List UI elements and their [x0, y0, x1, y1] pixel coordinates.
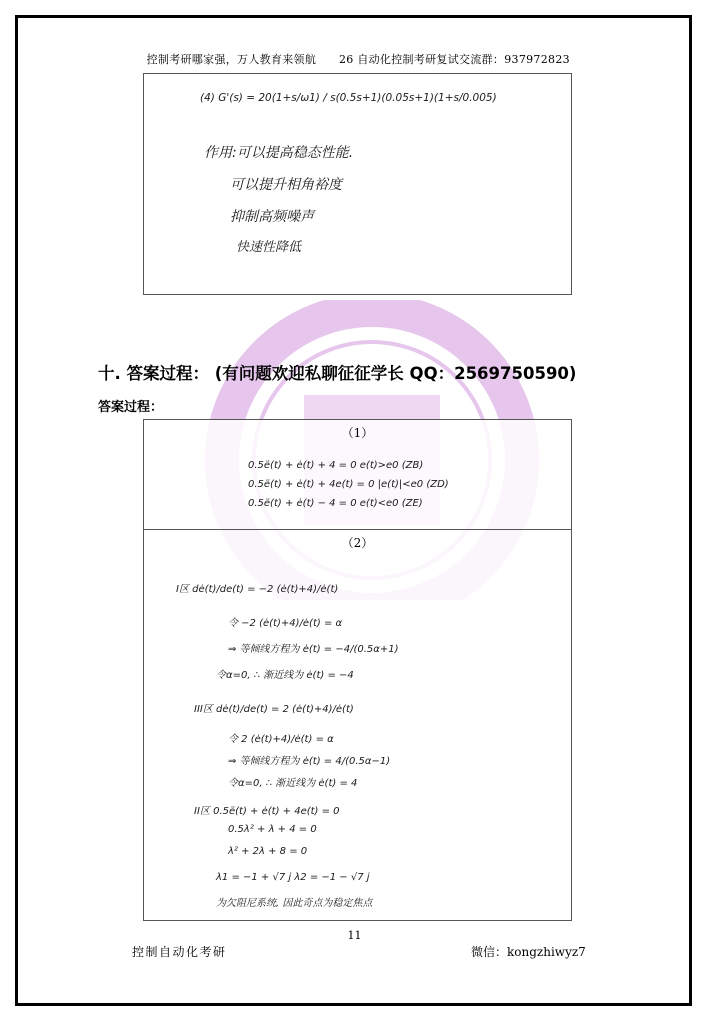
- cell-1-label: （1）: [341, 426, 374, 440]
- handwritten-equation: III区 dė(t)/de(t) = 2 (ė(t)+4)/ė(t): [194, 704, 354, 715]
- handwritten-equation: ⇒ 等倾线方程为 ė(t) = 4/(0.5α−1): [228, 756, 391, 767]
- handwritten-equation: 令α=0, ∴ 渐近线为 ė(t) = 4: [228, 778, 358, 789]
- footer-wechat: 微信：kongzhiwyz7: [471, 945, 586, 959]
- cell-2-label: （2）: [341, 536, 374, 550]
- handwritten-equation: 为欠阻尼系统, 因此奇点为稳定焦点: [216, 898, 373, 909]
- handwritten-equation: 令 2 (ė(t)+4)/ė(t) = α: [228, 734, 334, 745]
- page-header: [0, 38, 709, 67]
- scanned-answer-top: [143, 73, 572, 295]
- handwritten-line: 抑制高频噪声: [230, 209, 314, 225]
- handwritten-line: 作用:可以提高稳态性能.: [204, 145, 354, 161]
- handwritten-equation: 0.5ë(t) + ė(t) − 4 = 0 e(t)<e0 (ZE): [248, 498, 423, 509]
- page-number: 11: [347, 929, 362, 942]
- handwritten-line: (4) G'(s) = 20(1+s/ω1) / s(0.5s+1)(0.05s+1)(1+s/0.005): [200, 92, 497, 104]
- header-slogan: 控制考研哪家强，万人教育来领航: [146, 53, 317, 66]
- handwritten-line: 可以提升相角裕度: [230, 177, 342, 193]
- handwritten-equation: 令α=0, ∴ 渐近线为 ė(t) = −4: [216, 670, 354, 681]
- answer-process-label: 答案过程：: [98, 400, 164, 415]
- footer-left-text: 控制自动化考研: [132, 945, 227, 959]
- answer-cell-2: [143, 529, 572, 921]
- handwritten-equation: λ² + 2λ + 8 = 0: [228, 846, 308, 857]
- handwritten-equation: I区 dė(t)/de(t) = −2 (ė(t)+4)/ė(t): [176, 584, 339, 595]
- header-group-info: 26 自动化控制考研复试交流群：937972823: [338, 53, 570, 66]
- handwritten-equation: 0.5λ² + λ + 4 = 0: [228, 824, 317, 835]
- section-title: 十. 答案过程： (有问题欢迎私聊征征学长 QQ：2569750590): [98, 364, 577, 383]
- handwritten-equation: λ1 = −1 + √7 j λ2 = −1 − √7 j: [216, 872, 370, 883]
- handwritten-equation: 令 −2 (ė(t)+4)/ė(t) = α: [228, 618, 343, 629]
- handwritten-line: 快速性降低: [236, 240, 302, 255]
- handwritten-equation: II区 0.5ë(t) + ė(t) + 4e(t) = 0: [194, 806, 340, 817]
- handwritten-equation: ⇒ 等倾线方程为 ė(t) = −4/(0.5α+1): [228, 644, 399, 655]
- answer-cell-1: [143, 419, 572, 530]
- handwritten-equation: 0.5ë(t) + ė(t) + 4 = 0 e(t)>e0 (ZB): [248, 460, 424, 471]
- handwritten-equation: 0.5ë(t) + ė(t) + 4e(t) = 0 |e(t)|<e0 (ZD): [248, 479, 449, 490]
